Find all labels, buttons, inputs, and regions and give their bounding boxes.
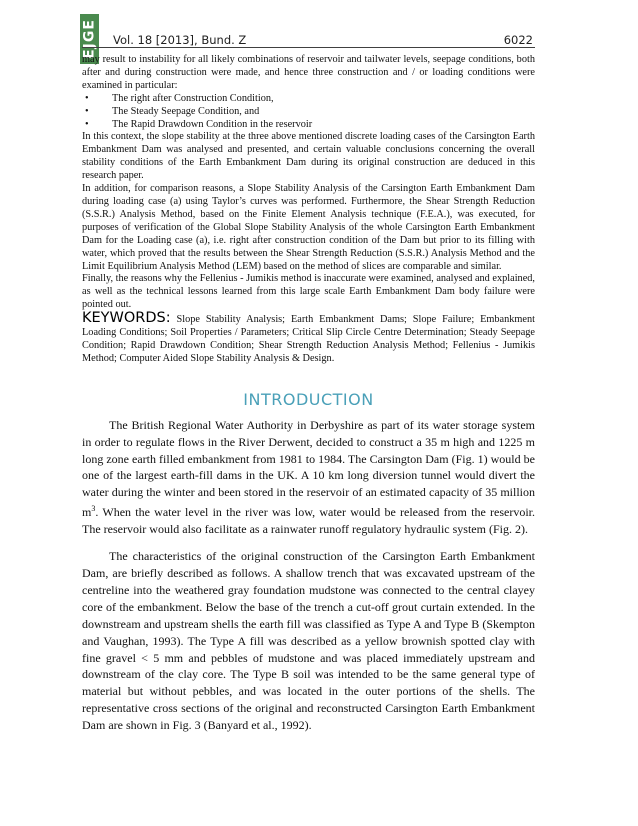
abstract-paragraph: In addition, for comparison reasons, a Slope Stability Analysis of the Carsington Earth Embankment Dam during loading case (a) using Taylor’s curves was performed. Furthermore, the Shear Strength Reduction (S.S.R.) Analysis Method, based on the Finite Element Analysis technique (F.E.A.), was executed, for purposes of verification of the Global Slope Stability Analysis of the whole Carsington Earth Embankment Dam for the Loading case (a), i.e. right after construction condition of the Dam but prior to its filling with water, which proved that the results between the Shear Strength Reduction (S.S.R.) Analysis Method and the Limit Equilibrium Analysis Method (LEM) based on the method of slices are comparable and similar. [82,183,535,272]
abstract-block [82,54,535,312]
introduction-paragraph-1 [82,417,535,538]
abstract-lead: may result to instability for all likely combinations of reservoir and tailwater levels, seepage conditions, both after and during construction were made, and hence three construction and / or loading conditions were examined in particular: [82,54,535,91]
section-heading-introduction: INTRODUCTION [243,389,374,409]
intro-text: The British Regional Water Authority in Derbyshire as part of its water storage system in order to regulate flows in the River Derwent, decided to construct a 35 m high and 1225 m long zone earth filled embankment from 1981 to 1984. The Carsington Dam (Fig. 1) would be one of the largest earth-fill dams in the UK. A 10 km long diversion tunnel would divert the water during the winter and been stored in the reservoir of an estimated capacity of 35 million m [82,417,535,520]
keywords-text: Slope Stability Analysis; Earth Embankment Dams; Slope Failure; Embankment Loading Conditions; Soil Properties / Parameters; Critical Slip Circle Centre Determination; Steady Seepage Condition; Rapid Drawdown Condition; Shear Strength Reduction Analysis Method; Fellenius - Jumikis Method; Computer Aided Slope Stability Analysis & Design. [82,314,536,364]
page-header [103,33,533,47]
list-item: • The Steady Seepage Condition, and [82,106,535,119]
page-body [82,54,535,734]
header-rule [82,47,535,48]
introduction-paragraph-2: The characteristics of the original construction of the Carsington Earth Embankment Dam, are briefly described as follows. A shallow trench that was excavated upstream of the centreline into the weathered gray foundation mudstone was connected to the central clayey core of the embankment. Below the base of the trench a cut-off grout curtain extended. In the downstream and upstream shells the earth fill was classified as Type A and Type B (Skempton and Vaughan, 1993). The Type A fill was described as a yellow brownish spotted clay with fine gravel < 5 mm and pebbles of mudstone and was placed immediately upstream and downstream of the clay core. The Type B soil was intended to be the same general type of material but without pebbles, and was located in the outer portions of the shells. The representative cross sections of the original and reconstructed Carsington Earth Embankment Dam are shown in Fig. 3 (Banyard et al., 1992). [82,549,535,733]
abstract-paragraph: Finally, the reasons why the Fellenius - Jumikis method is inaccurate were examined, analysed and explained, as well as the technical lessons learned from this large scale Earth Embankment Dam body failure were pointed out. [82,273,535,311]
journal-logo-text: EJGE [81,19,98,59]
keywords-label: KEYWORDS: [82,310,171,327]
page-number: 6022 [503,33,533,47]
keywords [82,312,535,366]
loading-conditions-list [82,93,535,132]
list-item: • The Rapid Drawdown Condition in the reservoir [82,119,535,132]
superscript: 3 [91,504,96,514]
volume-label: Vol. 18 [2013], Bund. Z [113,33,247,47]
list-item: • The right after Construction Condition, [82,93,535,106]
intro-text-cont: . When the water level in the river was low, water would be released from the reservoir. The reservoir would also facilitate as a rainwater runoff regulatory hydraulic system (Fig. 2). [82,505,535,537]
abstract-paragraph: In this context, the slope stability at the three above mentioned discrete loading cases of the Carsington Earth Embankment Dam was analysed and presented, and certain valuable conclusions concerning the overall stability conditions of the Earth Embankment Dam during its original construction are deduced in this research paper. [82,131,535,182]
